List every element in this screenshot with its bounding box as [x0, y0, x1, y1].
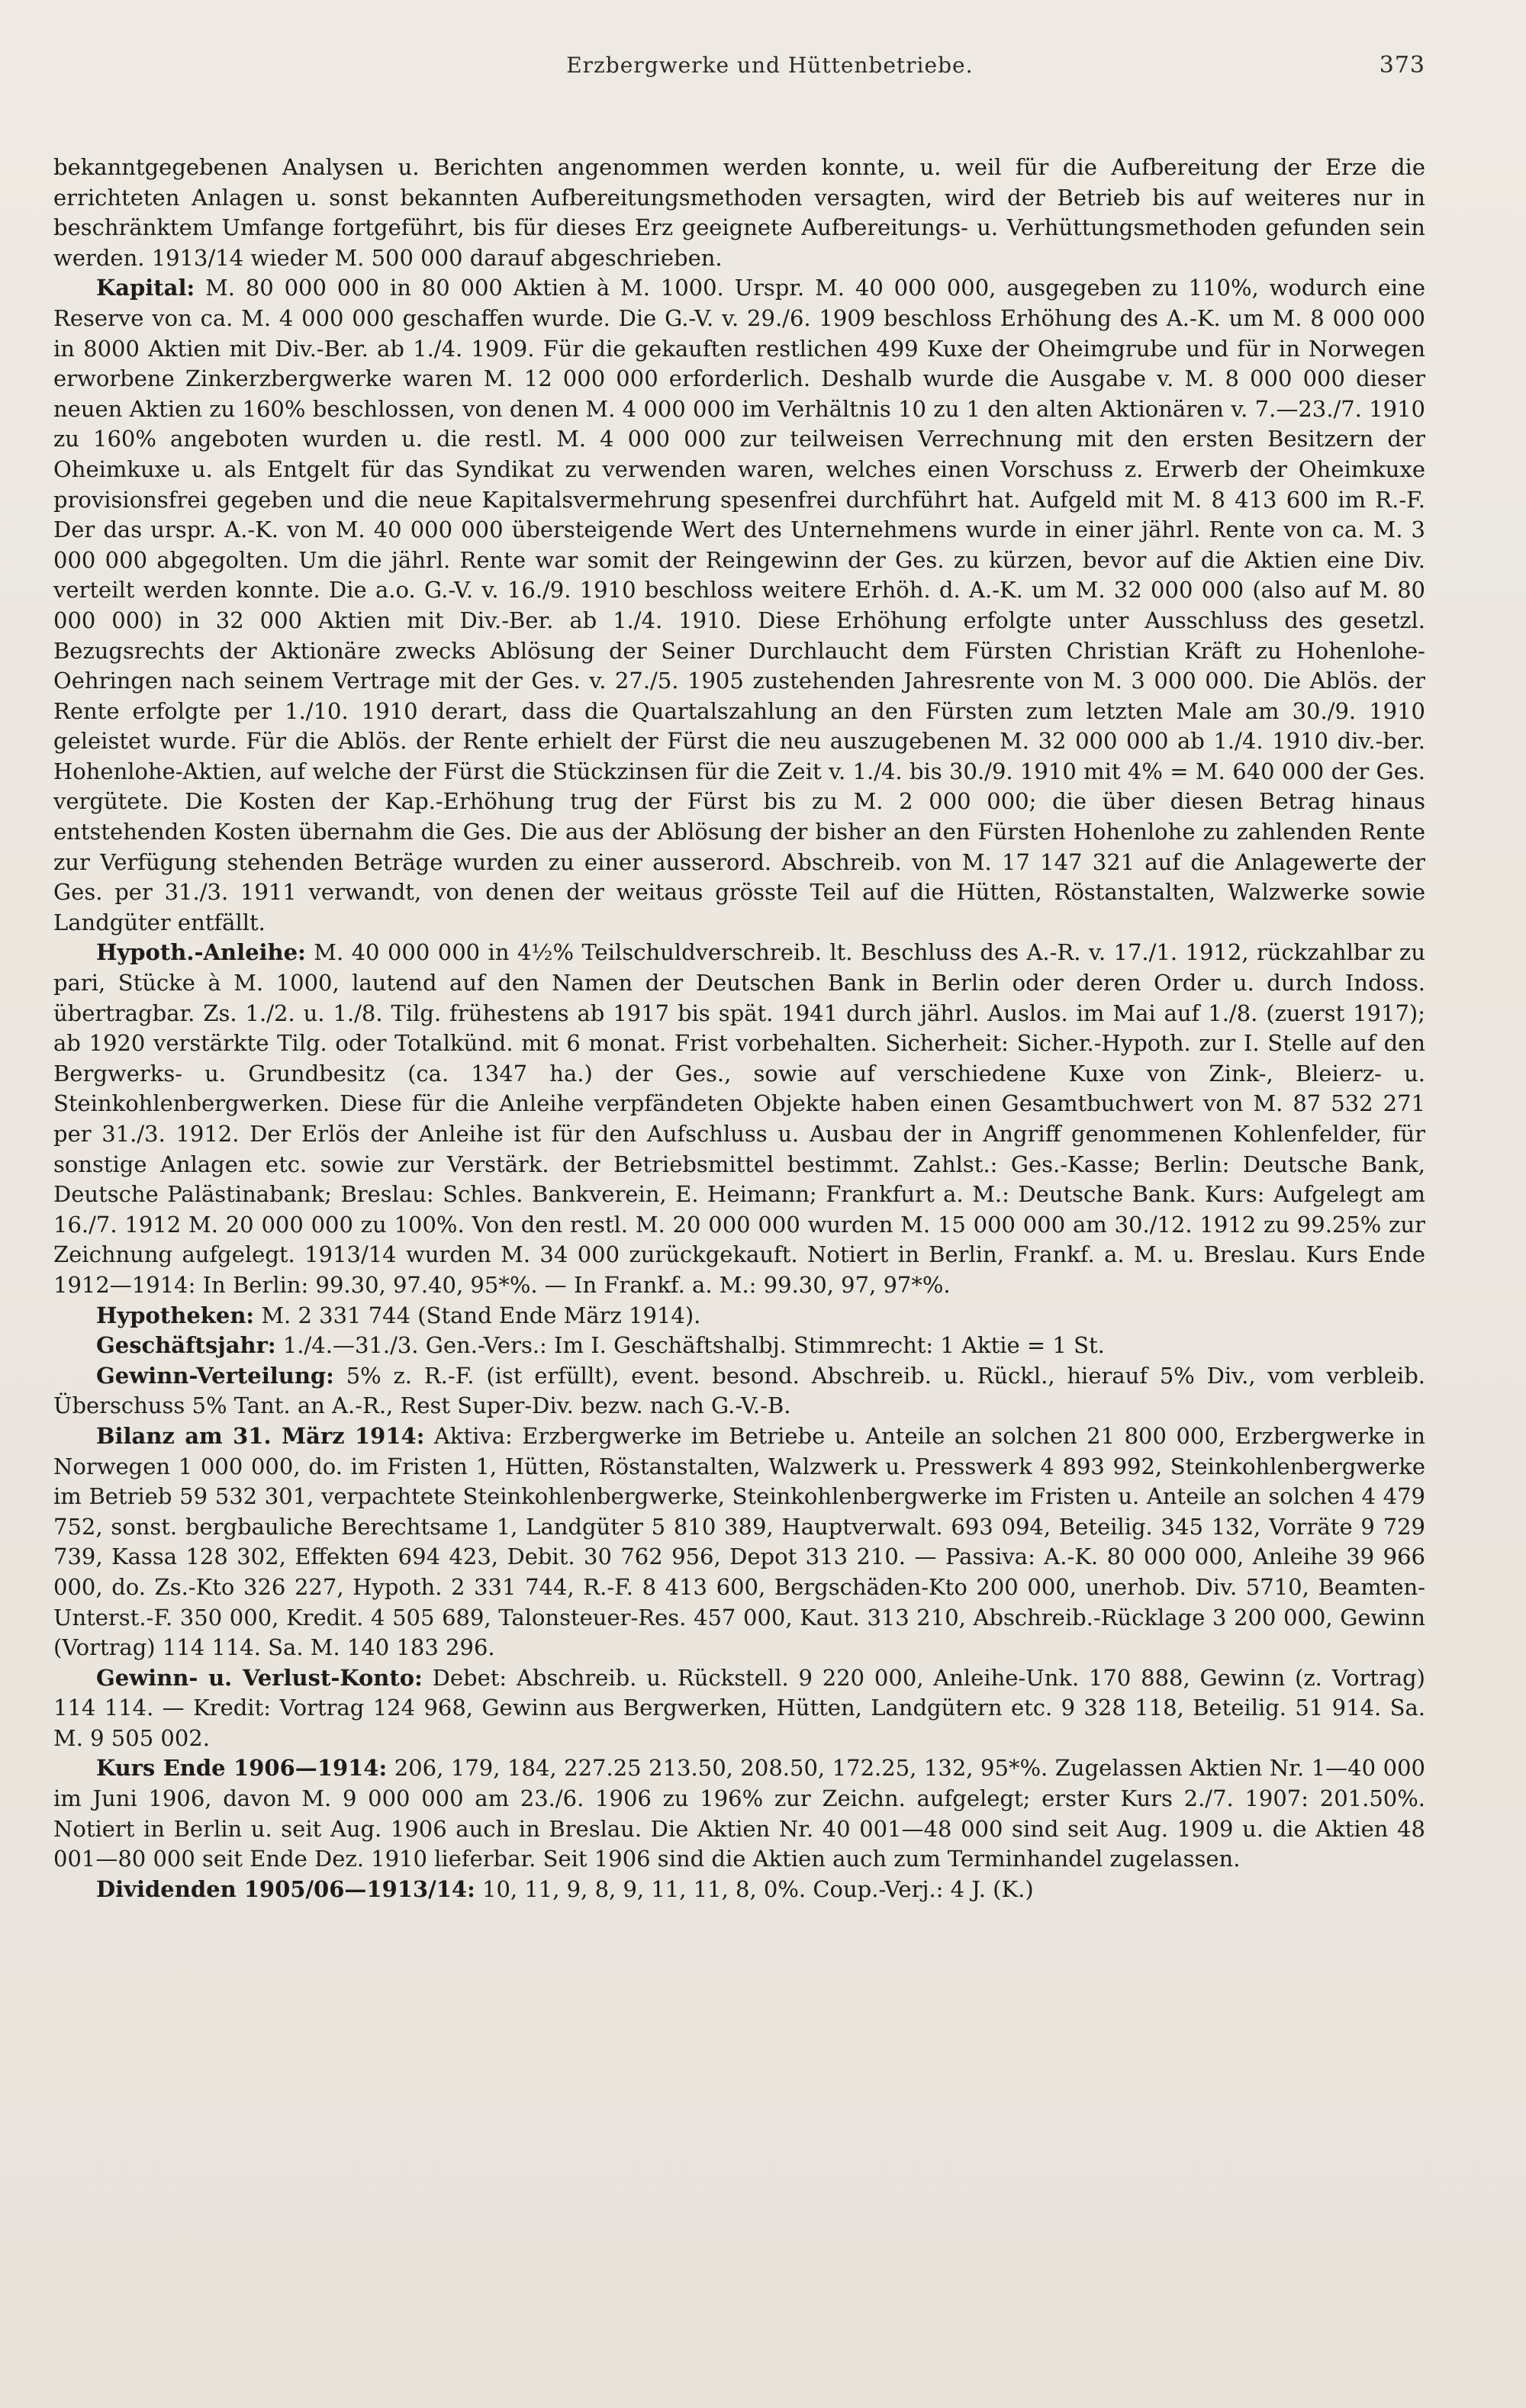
section-heading: Dividenden 1905/06—1913/14: — [96, 1875, 475, 1902]
page-number: 373 — [1379, 52, 1425, 79]
section-heading: Gewinn- u. Verlust-Konto: — [96, 1664, 423, 1691]
paragraph-text: bekanntgegebenen Analysen u. Berichten angenommen werden konnte, u. weil für die Aufbereitung der Erze die errichteten Anlagen u. sonst bekannten Aufbereitungsmethoden versagten, wird der Betrieb bis auf weiteres nur in beschränktem Umfange fortgeführt, bis für dieses Erz geeignete Aufbereitungs- u. Verhüttungsmethoden gefunden sein werden. 1913/14 wieder M. 500 000 darauf abgeschrieben. — [53, 154, 1425, 271]
paragraph-intro — [53, 153, 1425, 273]
section-heading: Hypoth.-Anleihe: — [96, 939, 306, 966]
section-heading: Hypotheken: — [96, 1302, 255, 1328]
paragraph-text: Debet: Abschreib. u. Rückstell. 9 220 000, Anleihe-Unk. 170 888, Gewinn (z. Vortrag) 114 114. — Kredit: Vortrag 124 968, Gewinn aus Bergwerken, Hütten, Landgütern etc. 9 328 118, Beteilig. 51 914. Sa. M. 9 505 002. — [53, 1664, 1425, 1751]
page-header — [53, 52, 1425, 98]
paragraph-text: 5% z. R.-F. (ist erfüllt), event. besond. Abschreib. u. Rückl., hierauf 5% Div., vom verbleib. Überschuss 5% Tant. an A.-R., Rest Super-Div. bezw. nach G.-V.-B. — [53, 1362, 1425, 1419]
paragraph-dividenden — [53, 1875, 1425, 1905]
section-heading: Bilanz am 31. März 1914: — [96, 1422, 425, 1449]
section-heading: Gewinn-Verteilung: — [96, 1362, 334, 1389]
paragraph-text: Aktiva: Erzbergwerke im Betriebe u. Anteile an solchen 21 800 000, Erzbergwerke in Norwegen 1 000 000, do. im Fristen 1, Hütten, Röstanstalten, Walzwerk u. Presswerk 4 893 992, Steinkohlenbergwerke im Betrieb 59 532 301, verpachtete Steinkohlenbergwerke, Steinkohlenbergwerke im Fristen u. Anteile an solchen 4 479 752, sonst. bergbauliche Berechtsame 1, Landgüter 5 810 389, Hauptverwalt. 693 094, Beteilig. 345 132, Vorräte 9 729 739, Kassa 128 302, Effekten 694 423, Debit. 30 762 956, Depot 313 210. — Passiva: A.-K. 80 000 000, Anleihe 39 966 000, do. Zs.-Kto 326 227, Hypoth. 2 331 744, R.-F. 8 413 600, Bergschäden-Kto 200 000, unerhob. Div. 5710, Beamten-Unterst.-F. 350 000, Kredit. 4 505 689, Talonsteuer-Res. 457 000, Kaut. 313 210, Abschreib.-Rücklage 3 200 000, Gewinn (Vortrag) 114 114. Sa. M. 140 183 296. — [53, 1422, 1426, 1661]
body-text — [53, 153, 1425, 1904]
paragraph-text: M. 40 000 000 in 4½% Teilschuldverschreib. lt. Beschluss des A.-R. v. 17./1. 1912, rückzahlbar zu pari, Stücke à M. 1000, lautend auf den Namen der Deutschen Bank in Berlin oder deren Order u. durch Indoss. übertragbar. Zs. 1./2. u. 1./8. Tilg. frühestens ab 1917 bis spät. 1941 durch jährl. Auslos. im Mai auf 1./8. (zuerst 1917); ab 1920 verstärkte Tilg. oder Totalkünd. mit 6 monat. Frist vorbehalten. Sicherheit: Sicher.-Hypoth. zur I. Stelle auf den Bergwerks- u. Grundbesitz (ca. 1347 ha.) der Ges., sowie auf verschiedene Kuxe von Zink-, Bleierz- u. Steinkohlenbergwerken. Diese für die Anleihe verpfändeten Objekte haben einen Gesamtbuchwert von M. 87 532 271 per 31./3. 1912. Der Erlös der Anleihe ist für den Aufschluss u. Ausbau der in Angriff genommenen Kohlenfelder, für sonstige Anlagen etc. sowie zur Verstärk. der Betriebsmittel bestimmt. Zahlst.: Ges.-Kasse; Berlin: Deutsche Bank, Deutsche Palästinabank; Breslau: Schles. Bankverein, E. Heimann; Frankfurt a. M.: Deutsche Bank. Kurs: Aufgelegt am 16./7. 1912 M. 20 000 000 zu 100%. Von den restl. M. 20 000 000 wurden M. 15 000 000 am 30./12. 1912 zu 99.25% zur Zeichnung aufgelegt. 1913/14 wurden M. 34 000 zurückgekauft. Notiert in Berlin, Frankf. a. M. u. Breslau. Kurs Ende 1912—1914: In Berlin: 99.30, 97.40, 95*%. — In Frankf. a. M.: 99.30, 97, 97*%. — [53, 939, 1425, 1298]
paragraph-gewinn-verlust — [53, 1663, 1425, 1754]
paragraph-kapital — [53, 273, 1425, 938]
paragraph-gewinn-verteilung — [53, 1361, 1425, 1421]
paragraph-text: M. 80 000 000 in 80 000 Aktien à M. 1000. Urspr. M. 40 000 000, ausgegeben zu 110%, wodurch eine Reserve von ca. M. 4 000 000 geschaffen wurde. Die G.-V. v. 29./6. 1909 beschloss Erhöhung des A.-K. um M. 8 000 000 in 8000 Aktien mit Div.-Ber. ab 1./4. 1909. Für die gekauften restlichen 499 Kuxe der Oheimgrube und für in Norwegen erworbene Zinkerzbergwerke waren M. 12 000 000 erforderlich. Deshalb wurde die Ausgabe v. M. 8 000 000 dieser neuen Aktien zu 160% beschlossen, von denen M. 4 000 000 im Verhältnis 10 zu 1 den alten Aktionären v. 7.—23./7. 1910 zu 160% angeboten wurden u. die restl. M. 4 000 000 zur teilweisen Verrechnung mit den ersten Besitzern der Oheimkuxe u. als Entgelt für das Syndikat zu verwenden waren, welches einen Vorschuss z. Erwerb der Oheimkuxe provisionsfrei gegeben und die neue Kapitalsvermehrung spesenfrei durchführt hat. Aufgeld mit M. 8 413 600 im R.-F. Der das urspr. A.-K. von M. 40 000 000 übersteigende Wert des Unternehmens wurde in einer jährl. Rente von ca. M. 3 000 000 abgegolten. Um die jährl. Rente war somit der Reingewinn der Ges. zu kürzen, bevor auf die Aktien eine Div. verteilt werden konnte. Die a.o. G.-V. v. 16./9. 1910 beschloss weitere Erhöh. d. A.-K. um M. 32 000 000 (also auf M. 80 000 000) in 32 000 Aktien mit Div.-Ber. ab 1./4. 1910. Diese Erhöhung erfolgte unter Ausschluss des gesetzl. Bezugsrechts der Aktionäre zwecks Ablösung der Seiner Durchlaucht dem Fürsten Christian Kräft zu Hohenlohe-Oehringen nach seinem Vertrage mit der Ges. v. 27./5. 1905 zustehenden Jahresrente von M. 3 000 000. Die Ablös. der Rente erfolgte per 1./10. 1910 derart, dass die Quartalszahlung an den Fürsten zum letzten Male am 30./9. 1910 geleistet wurde. Für die Ablös. der Rente erhielt der Fürst die neu auszugebenen M. 32 000 000 ab 1./4. 1910 div.-ber. Hohenlohe-Aktien, auf welche der Fürst die Stückzinsen für die Zeit v. 1./4. bis 30./9. 1910 mit 4% = M. 640 000 der Ges. vergütete. Die Kosten der Kap.-Erhöhung trug der Fürst bis zu M. 2 000 000; die über diesen Betrag hinaus entstehenden Kosten übernahm die Ges. Die aus der Ablösung der bisher an den Fürsten Hohenlohe zu zahlenden Rente zur Verfügung stehenden Beträge wurden zu einer ausserord. Abschreib. von M. 17 147 321 auf die Anlagewerte der Ges. per 31./3. 1911 verwandt, von denen der weitaus grösste Teil auf die Hütten, Röstanstalten, Walzwerke sowie Landgüter entfällt. — [53, 275, 1426, 935]
paragraph-text: 1./4.—31./3. Gen.-Vers.: Im I. Geschäftshalbj. Stimmrecht: 1 Aktie = 1 St. — [282, 1332, 1105, 1359]
section-heading: Geschäftsjahr: — [96, 1332, 276, 1359]
paragraph-bilanz — [53, 1421, 1425, 1663]
paragraph-text: M. 2 331 744 (Stand Ende März 1914). — [261, 1302, 701, 1328]
paragraph-kurs — [53, 1753, 1425, 1874]
paragraph-hypoth-anleihe — [53, 938, 1425, 1300]
paragraph-text: 206, 179, 184, 227.25 213.50, 208.50, 172.25, 132, 95*%. Zugelassen Aktien Nr. 1—40 000 im Juni 1906, davon M. 9 000 000 am 23./6. 1906 zu 196% zur Zeichn. aufgelegt; erster Kurs 2./7. 1907: 201.50%. Notiert in Berlin u. seit Aug. 1906 auch in Breslau. Die Aktien Nr. 40 001—48 000 sind seit Aug. 1909 u. die Aktien 48 001—80 000 seit Ende Dez. 1910 lieferbar. Seit 1906 sind die Aktien auch zum Terminhandel zugelassen. — [53, 1755, 1425, 1872]
running-title: Erzbergwerke und Hüttenbetriebe. — [566, 53, 974, 78]
paragraph-geschaeftsjahr — [53, 1331, 1425, 1361]
section-heading: Kapital: — [96, 275, 195, 301]
paragraph-hypotheken — [53, 1301, 1425, 1331]
section-heading: Kurs Ende 1906—1914: — [96, 1755, 388, 1782]
paragraph-text: 10, 11, 9, 8, 9, 11, 11, 8, 0%. Coup.-Verj.: 4 J. (K.) — [482, 1875, 1034, 1902]
